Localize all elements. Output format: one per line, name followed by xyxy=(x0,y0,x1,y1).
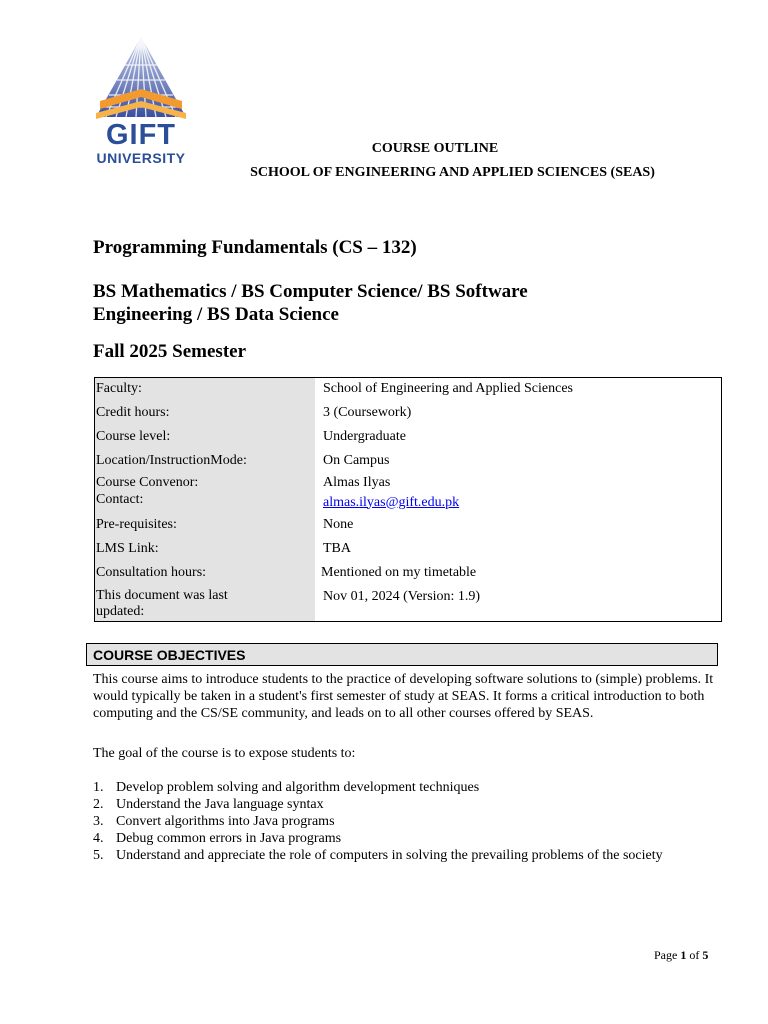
semester-title: Fall 2025 Semester xyxy=(93,341,247,362)
credit-hours-label: Credit hours: xyxy=(96,404,170,420)
prerequisites-value: None xyxy=(323,516,354,532)
course-level-label: Course level: xyxy=(96,428,171,444)
school-heading: SCHOOL OF ENGINEERING AND APPLIED SCIENCES (SEAS) xyxy=(250,165,655,180)
faculty-label: Faculty: xyxy=(96,381,142,396)
convenor-value: Almas Ilyas xyxy=(323,474,391,490)
page-word: Page xyxy=(654,948,678,962)
course-level-value: Undergraduate xyxy=(323,428,406,444)
convenor-label: Course Convenor: xyxy=(96,474,199,490)
list-item: 2. Understand the Java language syntax xyxy=(93,797,324,812)
course-title: Programming Fundamentals (CS – 132) xyxy=(93,237,417,258)
course-info-table xyxy=(94,377,722,622)
current-page: 1 xyxy=(680,948,687,962)
last-updated-label: This document was last updated: xyxy=(96,587,228,619)
programs-line-2: Engineering / BS Data Science xyxy=(93,304,339,325)
contact-label: Contact: xyxy=(96,491,144,507)
consultation-hours-label: Consultation hours: xyxy=(96,564,207,580)
table-row xyxy=(95,562,722,586)
document-type-heading: COURSE OUTLINE xyxy=(371,141,499,156)
list-item: 4. Debug common errors in Java programs xyxy=(93,831,342,846)
credit-hours-value: 3 (Coursework) xyxy=(323,404,412,420)
location-value: On Campus xyxy=(323,452,390,468)
table-row xyxy=(95,378,722,402)
list-item: 1. Develop problem solving and algorithm development techniques xyxy=(93,780,480,795)
objectives-list xyxy=(93,779,733,864)
list-item: 5. Understand and appreciate the role of computers in solving the prevailing problems of the society xyxy=(93,848,663,863)
consultation-hours-value: Mentioned on my timetable xyxy=(321,564,477,580)
logo-university-text: UNIVERSITY xyxy=(96,150,186,166)
course-objectives-heading: COURSE OBJECTIVES xyxy=(86,643,718,666)
prerequisites-label: Pre-requisites: xyxy=(96,516,177,532)
contact-email-link[interactable]: almas.ilyas@gift.edu.pk xyxy=(323,494,460,510)
lms-link-value: TBA xyxy=(323,540,351,556)
programs-title xyxy=(93,280,528,326)
location-label: Location/InstructionMode: xyxy=(96,452,247,468)
table-row xyxy=(95,426,722,450)
objectives-paragraph: This course aims to introduce students to the practice of developing software solutions to (simple) problems. It would typically be taken in a student's first semester of study at SEAS. It forms a critical introduction to both computing and the CS/SE community, and leads on to all other courses offered by SEAS. xyxy=(93,672,714,721)
logo-wordmark xyxy=(80,120,202,166)
table-row xyxy=(95,586,722,622)
table-row xyxy=(95,450,722,474)
lms-link-label: LMS Link: xyxy=(96,540,159,556)
logo-gift-text: GIFT xyxy=(105,119,177,151)
total-pages: 5 xyxy=(702,948,709,962)
table-row xyxy=(95,402,722,426)
list-item: 3. Convert algorithms into Java programs xyxy=(93,814,335,829)
of-word: of xyxy=(689,948,700,962)
goal-intro-paragraph: The goal of the course is to expose students to: xyxy=(93,746,356,761)
programs-line-1: BS Mathematics / BS Computer Science/ BS Software xyxy=(93,281,528,302)
table-row xyxy=(95,538,722,562)
faculty-value: School of Engineering and Applied Sciences xyxy=(323,381,573,396)
last-updated-value: Nov 01, 2024 (Version: 1.9) xyxy=(323,588,481,604)
page-number xyxy=(654,948,708,963)
table-row xyxy=(95,514,722,538)
table-row xyxy=(95,474,722,514)
